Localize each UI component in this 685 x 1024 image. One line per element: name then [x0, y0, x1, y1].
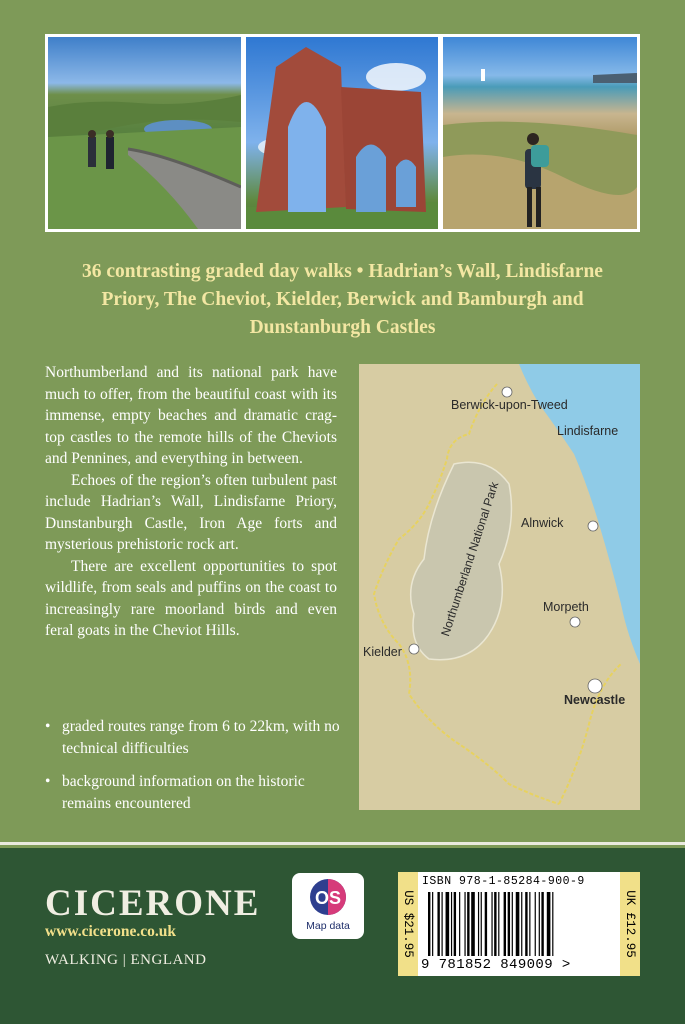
description: [45, 362, 337, 642]
photo-lindisfarne-priory: [246, 37, 438, 229]
photo-hadrians-wall: [48, 37, 241, 229]
photo-coastal-walker: [443, 37, 637, 229]
map-label-alnwick: Alnwick: [521, 516, 564, 530]
cicerone-logo: CICERONE: [45, 883, 261, 924]
feature-list: [45, 716, 345, 826]
os-map-data-badge: [292, 873, 364, 939]
os-badge-label: Map data: [306, 920, 350, 932]
barcode-panel: [398, 872, 640, 976]
map-label-newcastle: Newcastle: [564, 693, 626, 707]
os-logo-icon: [292, 873, 364, 921]
feature-bullet: • background information on the historic remains encountered: [45, 771, 345, 814]
map-label-berwick: Berwick-upon-Tweed: [451, 398, 568, 412]
description-paragraph: Northumberland and its national park have much to offer, from the beautiful coast with its immense, empty beaches and dramatic crag-top castles to the remote hills of the Cheviots and Pennines, and everything in between.: [45, 364, 337, 467]
barcode-icon: [424, 892, 614, 956]
website-link[interactable]: www.cicerone.co.uk: [45, 923, 177, 940]
price-uk: UK £12.95: [623, 890, 637, 958]
barcode-digits: 9 781852 849009 >: [421, 957, 571, 973]
isbn-text: ISBN 978-1-85284-900-9: [422, 875, 585, 888]
barcode-area: [418, 872, 620, 976]
map-marker-alnwick: [588, 521, 598, 531]
tagline: 36 contrasting graded day walks • Hadrian’s Wall, Lindisfarne Priory, The Cheviot, Kielder, Berwick and Bamburgh and Dunstanburgh Castles: [82, 261, 603, 338]
photo-strip: [45, 34, 640, 232]
map-marker-newcastle: [588, 679, 602, 693]
map-marker-morpeth: [570, 617, 580, 627]
map-label-national-park: Northumberland National Park: [438, 480, 502, 638]
map-label-kielder: Kielder: [363, 645, 402, 659]
price-us: US $21.95: [401, 890, 415, 958]
map-label-lindisfarne: Lindisfarne: [557, 424, 619, 438]
divider: [0, 842, 685, 845]
feature-bullet: • graded routes range from 6 to 22km, with no technical difficulties: [45, 716, 345, 759]
map-label-morpeth: Morpeth: [543, 600, 589, 614]
svg-text:OS: OS: [314, 888, 342, 908]
map-marker-berwick: [502, 387, 512, 397]
map-marker-kielder: [409, 644, 419, 654]
category-label: WALKING | ENGLAND: [45, 952, 207, 968]
description-paragraph: There are excellent opportunities to spot wildlife, from seals and puffins on the coast to increasingly rare moorland birds and even feral goats in the Cheviot Hills.: [45, 557, 337, 639]
northumberland-map: [359, 364, 640, 810]
description-paragraph: Echoes of the region’s often turbulent past include Hadrian’s Wall, Lindisfarne Priory, Dunstanburgh Castle, Iron Age forts and mysterious prehistoric rock art.: [45, 471, 337, 553]
